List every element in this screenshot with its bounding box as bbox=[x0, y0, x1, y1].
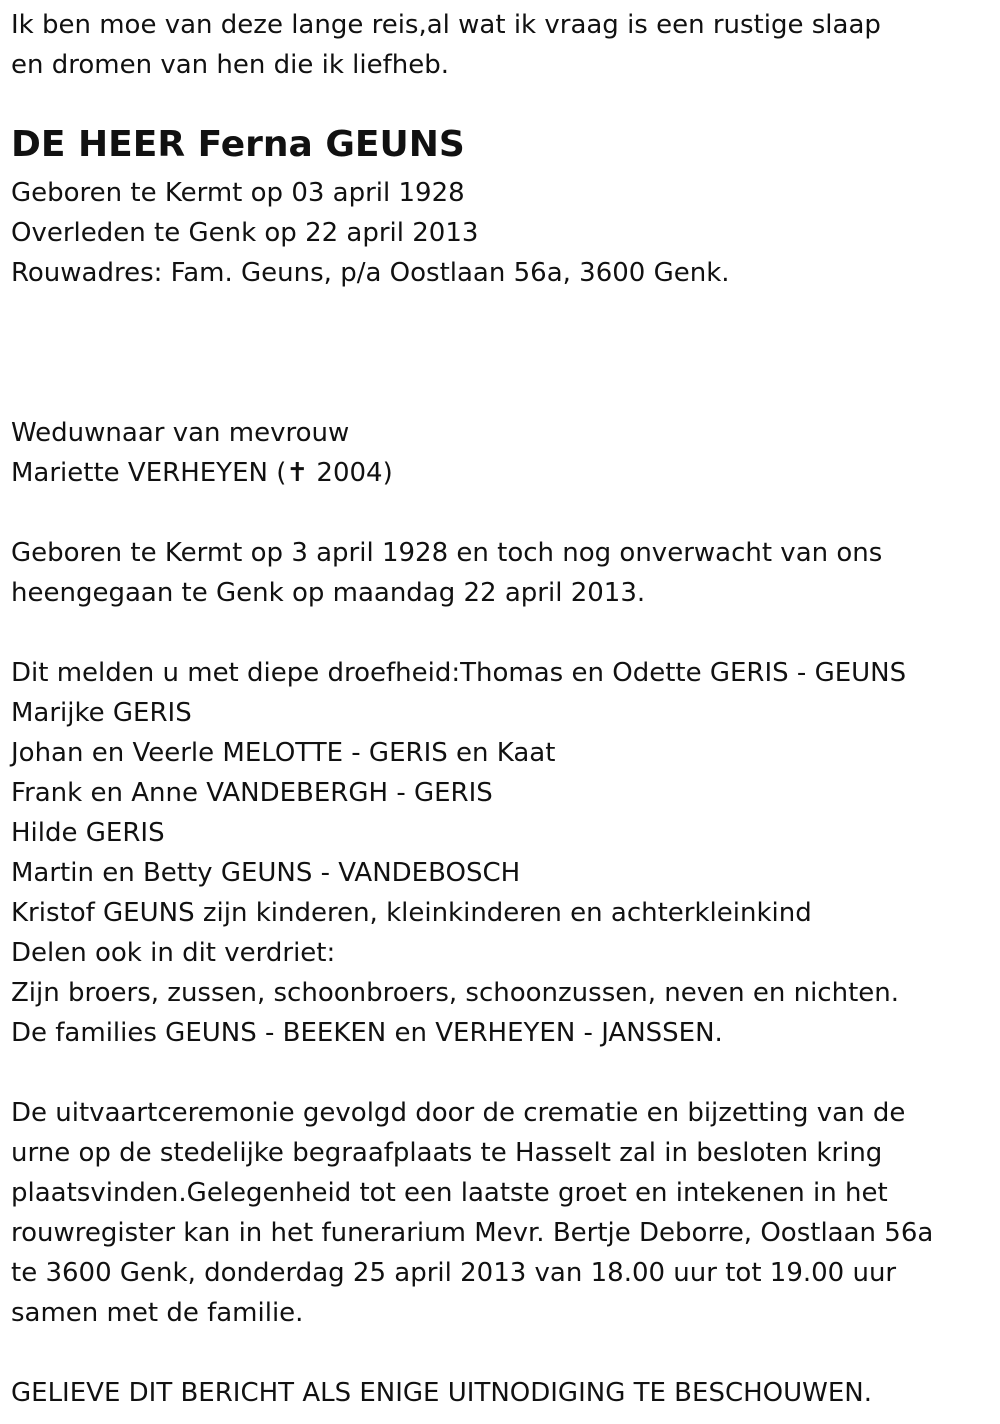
list-item: Delen ook in dit verdriet: bbox=[11, 938, 336, 968]
paragraph-line: samen met de familie. bbox=[11, 1298, 304, 1328]
widower-line: Weduwnaar van mevrouw bbox=[11, 418, 350, 448]
paragraph-line: De uitvaartceremonie gevolgd door de crematie en bijzetting van de bbox=[11, 1098, 906, 1128]
list-item: De families GEUNS - BEEKEN en VERHEYEN - JANSSEN. bbox=[11, 1018, 723, 1048]
list-item: Dit melden u met diepe droefheid:Thomas en Odette GERIS - GEUNS bbox=[11, 658, 907, 688]
closing-line: GELIEVE DIT BERICHT ALS ENIGE UITNODIGING TE BESCHOUWEN. bbox=[11, 1378, 872, 1408]
cross-icon: ✝ bbox=[286, 458, 309, 488]
spouse-death-year: 2004) bbox=[308, 458, 393, 488]
paragraph-line: rouwregister kan in het funerarium Mevr. Bertje Deborre, Oostlaan 56a bbox=[11, 1218, 934, 1248]
list-item: Kristof GEUNS zijn kinderen, kleinkinderen en achterkleinkind bbox=[11, 898, 812, 928]
paragraph-line: urne op de stedelijke begraafplaats te Hasselt zal in besloten kring bbox=[11, 1138, 883, 1168]
verse-line: Ik ben moe van deze lange reis,al wat ik vraag is een rustige slaap bbox=[11, 10, 881, 40]
paragraph-line: plaatsvinden.Gelegenheid tot een laatste groet en intekenen in het bbox=[11, 1178, 888, 1208]
list-item: Frank en Anne VANDEBERGH - GERIS bbox=[11, 778, 493, 808]
list-item: Zijn broers, zussen, schoonbroers, schoonzussen, neven en nichten. bbox=[11, 978, 899, 1008]
paragraph-line: te 3600 Genk, donderdag 25 april 2013 van 18.00 uur tot 19.00 uur bbox=[11, 1258, 897, 1288]
deceased-name: DE HEER Ferna GEUNS bbox=[11, 124, 465, 165]
list-item: Hilde GERIS bbox=[11, 818, 165, 848]
list-item: Martin en Betty GEUNS - VANDEBOSCH bbox=[11, 858, 521, 888]
verse-line: en dromen van hen die ik liefheb. bbox=[11, 50, 449, 80]
list-item: Johan en Veerle MELOTTE - GERIS en Kaat bbox=[11, 738, 556, 768]
death-info: Overleden te Genk op 22 april 2013 bbox=[11, 218, 479, 248]
paragraph-line: heengegaan te Genk op maandag 22 april 2013. bbox=[11, 578, 646, 608]
spouse-name bbox=[11, 453, 393, 493]
list-item: Marijke GERIS bbox=[11, 698, 192, 728]
paragraph-line: Geboren te Kermt op 3 april 1928 en toch nog onverwacht van ons bbox=[11, 538, 883, 568]
birth-info: Geboren te Kermt op 03 april 1928 bbox=[11, 178, 465, 208]
spouse-name-text: Mariette VERHEYEN ( bbox=[11, 458, 287, 488]
mourning-address: Rouwadres: Fam. Geuns, p/a Oostlaan 56a, 3600 Genk. bbox=[11, 258, 730, 288]
